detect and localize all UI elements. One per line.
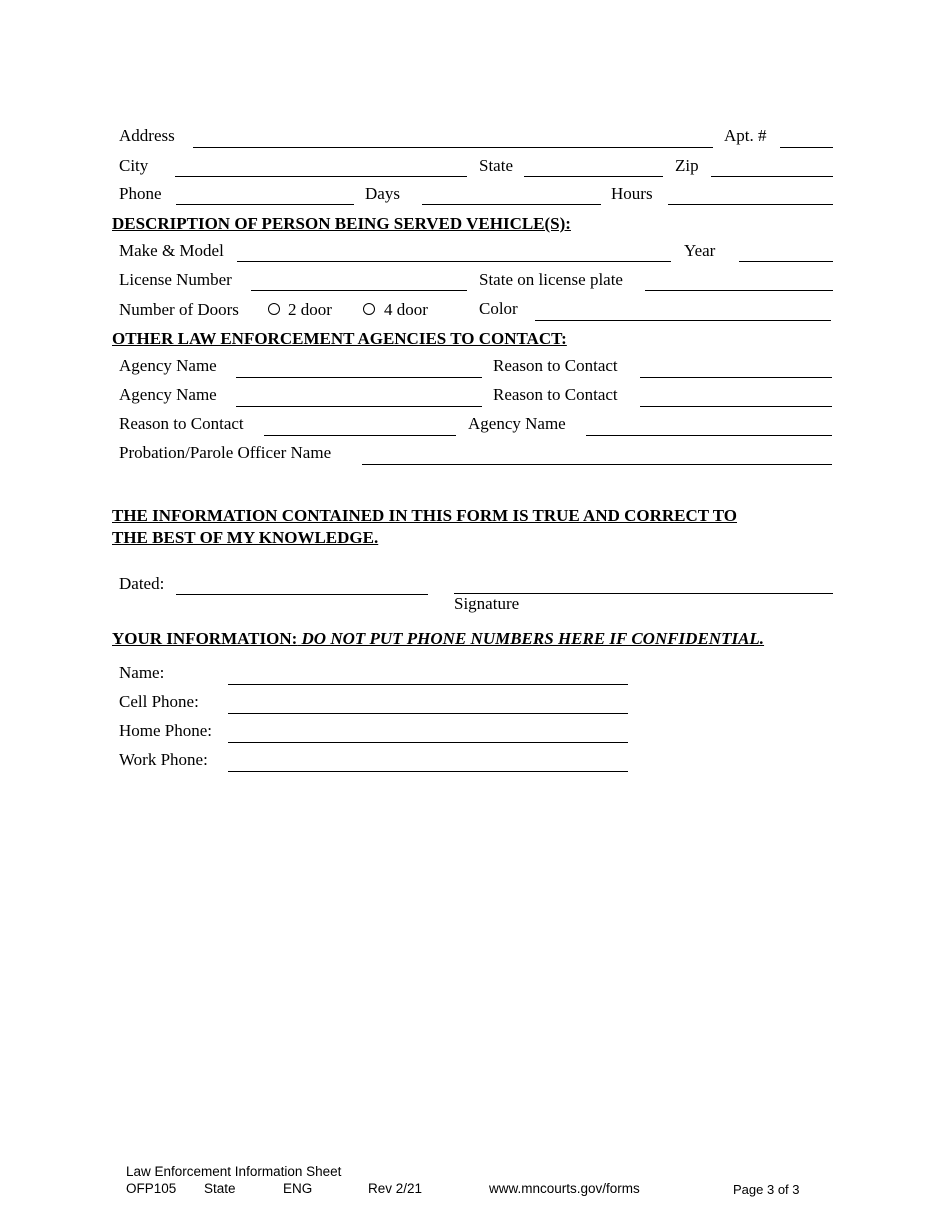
two-door-label: 2 door [288,300,332,319]
city-line [175,176,467,177]
state-input[interactable] [525,156,662,176]
reason-label-3: Reason to Contact [119,414,244,433]
city-input[interactable] [176,156,466,176]
footer-revision: Rev 2/21 [368,1181,423,1196]
dated-input[interactable] [177,574,427,594]
signature-input[interactable] [455,573,832,593]
color-label: Color [479,299,518,318]
state-on-plate-line [645,290,833,291]
days-line [422,204,601,205]
city-label: City [119,156,149,175]
reason-input-2[interactable] [641,386,831,406]
probation-officer-label: Probation/Parole Officer Name [119,443,332,462]
reason-line-1 [640,377,832,378]
phone-label: Phone [119,184,162,203]
make-model-input[interactable] [238,241,670,261]
name-line [228,684,628,685]
reason-line-3 [264,435,456,436]
zip-label: Zip [675,156,699,175]
agency-name-input-1[interactable] [237,357,481,377]
home-phone-line [228,742,628,743]
hours-label: Hours [611,184,653,203]
state-label: State [479,156,513,175]
make-model-line [237,261,671,262]
apt-line [780,147,833,148]
address-label: Address [119,126,175,145]
name-input[interactable] [229,664,627,684]
footer-url: www.mncourts.gov/forms [489,1181,640,1196]
hours-input[interactable] [669,184,832,204]
four-door-radio[interactable] [363,303,375,315]
reason-line-2 [640,406,832,407]
state-line [524,176,663,177]
confidential-warning: DO NOT PUT PHONE NUMBERS HERE IF CONFIDENTIAL. [301,629,765,648]
license-number-line [251,290,467,291]
reason-label-2: Reason to Contact [493,385,618,404]
cell-phone-input[interactable] [229,693,627,713]
address-input[interactable] [194,127,712,147]
reason-input-1[interactable] [641,357,831,377]
your-information-header [112,628,764,649]
work-phone-label: Work Phone: [119,750,208,769]
license-number-input[interactable] [252,270,466,290]
address-line [193,147,713,148]
name-label: Name: [119,663,165,682]
vehicle-section-header: DESCRIPTION OF PERSON BEING SERVED VEHICLE(S): [112,214,571,233]
agency-name-label-2: Agency Name [119,385,217,404]
year-label: Year [684,241,716,260]
apt-input[interactable] [781,127,832,147]
hours-line [668,204,833,205]
footer-form-title: Law Enforcement Information Sheet [126,1164,342,1179]
number-of-doors-label: Number of Doors [119,300,239,319]
affirmation-line-2: THE BEST OF MY KNOWLEDGE. [112,528,379,547]
license-number-label: License Number [119,270,232,289]
days-input[interactable] [423,184,600,204]
apt-label: Apt. # [724,126,767,145]
phone-input[interactable] [177,184,353,204]
phone-line [176,204,354,205]
make-model-label: Make & Model [119,241,224,260]
footer-state: State [204,1181,236,1196]
color-input[interactable] [536,300,830,320]
signature-label: Signature [454,594,520,613]
dated-line [176,594,428,595]
color-line [535,320,831,321]
two-door-radio[interactable] [268,303,280,315]
reason-label-1: Reason to Contact [493,356,618,375]
home-phone-label: Home Phone: [119,721,213,740]
dated-label: Dated: [119,574,165,593]
affirmation-line-1: THE INFORMATION CONTAINED IN THIS FORM IS TRUE AND CORRECT TO [112,506,738,525]
four-door-label: 4 door [384,300,428,319]
state-on-plate-input[interactable] [646,270,832,290]
zip-line [711,176,833,177]
your-information-title: YOUR INFORMATION: [112,629,298,648]
year-input[interactable] [740,241,832,261]
agency-name-input-3[interactable] [587,415,831,435]
agency-name-label-3: Agency Name [468,414,566,433]
reason-input-3[interactable] [265,415,455,435]
home-phone-input[interactable] [229,722,627,742]
cell-phone-label: Cell Phone: [119,692,199,711]
year-line [739,261,833,262]
work-phone-input[interactable] [229,751,627,771]
agency-name-label-1: Agency Name [119,356,217,375]
footer-form-code: OFP105 [126,1181,177,1196]
footer-language: ENG [283,1181,313,1196]
state-on-plate-label: State on license plate [479,270,623,289]
probation-officer-input[interactable] [363,444,831,464]
days-label: Days [365,184,400,203]
agencies-section-header: OTHER LAW ENFORCEMENT AGENCIES TO CONTACT: [112,329,567,348]
work-phone-line [228,771,628,772]
footer-page-number: Page 3 of 3 [733,1182,800,1197]
cell-phone-line [228,713,628,714]
agency-name-line-3 [586,435,832,436]
agency-name-input-2[interactable] [237,386,481,406]
zip-input[interactable] [712,156,832,176]
agency-name-line-1 [236,377,482,378]
agency-name-line-2 [236,406,482,407]
probation-officer-line [362,464,832,465]
